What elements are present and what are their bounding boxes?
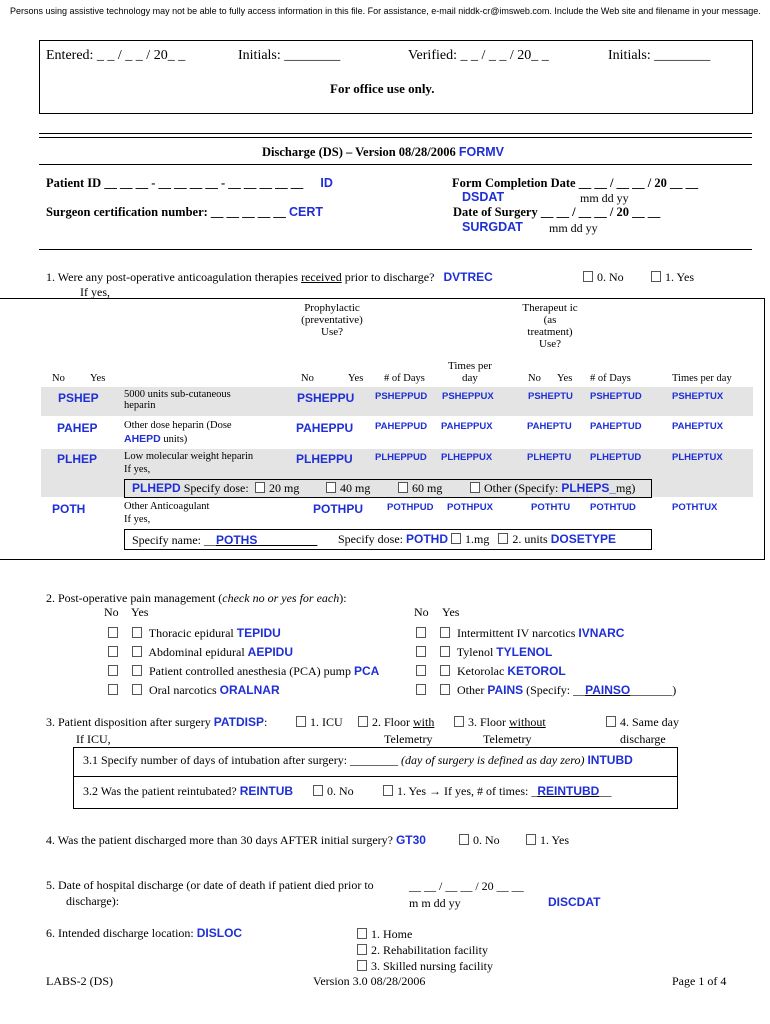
poth-tx[interactable]: POTHTUX bbox=[672, 502, 718, 513]
accessibility-notice: Persons using assistive technology may not be able to fully access information in this file. For assistance, e-mail niddk-cr@imsweb.com. Include the Web site and filename in your message. bbox=[10, 6, 761, 16]
plhep-t[interactable]: PLHEPTU bbox=[527, 452, 572, 463]
pahep-t[interactable]: PAHEPTU bbox=[527, 421, 572, 432]
q3-opt-floor-without[interactable]: 3. Floor without bbox=[454, 715, 546, 730]
q2-left-yes: Yes bbox=[131, 605, 149, 619]
footer-page: Page 1 of 4 bbox=[672, 974, 727, 988]
q6-opt-home[interactable]: 1. Home bbox=[357, 926, 493, 942]
checkbox-icon bbox=[132, 665, 142, 676]
footer-center: Version 3.0 08/28/2006 bbox=[313, 974, 426, 988]
completion-date-code: DSDAT bbox=[462, 190, 505, 204]
row-label-pahep-2: AHEPD units) bbox=[124, 433, 188, 445]
surgeon-cert-field[interactable]: Surgeon certification number: __ __ __ __ __ CERT bbox=[46, 205, 324, 219]
row-code-plhep: PLHEP bbox=[57, 452, 98, 466]
q2-right-no: No bbox=[414, 605, 429, 619]
q1-no-option[interactable]: 0. No bbox=[583, 270, 624, 285]
checkbox-icon bbox=[416, 646, 426, 657]
checkbox-icon bbox=[583, 271, 593, 282]
dose-40mg-option[interactable]: 40 mg bbox=[326, 481, 370, 496]
checkbox-icon bbox=[326, 482, 336, 493]
row-label-pshep: 5000 units sub-cutaneous heparin bbox=[124, 389, 231, 411]
initials-field-1[interactable]: Initials: ________ bbox=[238, 48, 341, 63]
discharge-date-code: DISCDAT bbox=[548, 895, 601, 909]
col-yes: Yes bbox=[90, 373, 106, 384]
pahep-td[interactable]: PAHEPTUD bbox=[590, 421, 642, 432]
q1-text: 1. Were any post-operative anticoagulation therapies received prior to discharge? DVTREC bbox=[46, 270, 493, 284]
arrow-right-icon: → bbox=[429, 784, 442, 798]
completion-date-units: mm dd yy bbox=[580, 191, 629, 205]
q32-no-option[interactable]: 0. No bbox=[313, 784, 354, 799]
q2-item-tepidu[interactable]: Thoracic epidural TEPIDU bbox=[108, 624, 379, 643]
checkbox-icon bbox=[440, 684, 450, 695]
checkbox-icon bbox=[398, 482, 408, 493]
checkbox-icon bbox=[357, 944, 367, 955]
pshep-t[interactable]: PSHEPTU bbox=[528, 391, 573, 402]
initials-field-2[interactable]: Initials: ________ bbox=[608, 48, 711, 63]
col-p-no: No bbox=[301, 373, 314, 384]
q4-yes-option[interactable]: 1. Yes bbox=[526, 833, 569, 848]
dose-60mg-option[interactable]: 60 mg bbox=[398, 481, 442, 496]
q5-text-1: 5. Date of hospital discharge (or date of death if patient died prior to bbox=[46, 878, 374, 892]
row-label-plhep: Low molecular weight heparin bbox=[124, 451, 254, 462]
checkbox-icon bbox=[440, 646, 450, 657]
pahep-pd[interactable]: PAHEPPUD bbox=[375, 421, 428, 432]
plhep-tx[interactable]: PLHEPTUX bbox=[672, 452, 723, 463]
q3-opt-icu[interactable]: 1. ICU bbox=[296, 715, 343, 730]
q2-right-list bbox=[416, 624, 676, 700]
checkbox-icon bbox=[459, 834, 469, 845]
checkbox-icon bbox=[440, 627, 450, 638]
row-label-poth-2: If yes, bbox=[124, 514, 151, 525]
surgery-date-code: SURGDAT bbox=[462, 220, 523, 234]
q3-opt-floor-with[interactable]: 2. Floor with bbox=[358, 715, 434, 730]
q2-item-pca[interactable]: Patient controlled anesthesia (PCA) pump PCA bbox=[108, 662, 379, 681]
pahep-p[interactable]: PAHEPPU bbox=[296, 421, 354, 435]
form-code: FORMV bbox=[458, 145, 505, 159]
pshep-tx[interactable]: PSHEPTUX bbox=[672, 391, 724, 402]
checkbox-icon bbox=[498, 533, 508, 544]
q5-text-2: discharge): bbox=[66, 894, 120, 908]
q32-text: 3.2 Was the patient reintubated? REINTUB bbox=[83, 784, 294, 798]
checkbox-icon bbox=[132, 646, 142, 657]
checkbox-icon bbox=[132, 627, 142, 638]
q2-item-tylenol[interactable]: Tylenol TYLENOL bbox=[416, 643, 676, 662]
checkbox-icon bbox=[313, 785, 323, 796]
col-t-no: No bbox=[528, 373, 541, 384]
patient-id-field[interactable]: Patient ID __ __ __ - __ __ __ __ - __ __ __ __ __ ID bbox=[46, 176, 333, 190]
checkbox-icon bbox=[451, 533, 461, 544]
q2-item-aepidu[interactable]: Abdominal epidural AEPIDU bbox=[108, 643, 379, 662]
therapeutic-header: Therapeut ic (as treatment) Use? bbox=[522, 302, 578, 350]
plhep-p[interactable]: PLHEPPU bbox=[296, 452, 353, 466]
poth-pd[interactable]: POTHPUD bbox=[387, 502, 434, 513]
plhep-px[interactable]: PLHEPPUX bbox=[441, 452, 493, 463]
q31-text[interactable]: 3.1 Specify number of days of intubation after surgery: ________ (day of surgery is defined as day zero) INTUBD bbox=[83, 753, 633, 767]
q6-options bbox=[357, 926, 493, 974]
office-use-note: For office use only. bbox=[330, 81, 435, 96]
row-code-pahep: PAHEP bbox=[57, 421, 98, 435]
q4-text: 4. Was the patient discharged more than 30 days AFTER initial surgery? GT30 bbox=[46, 833, 426, 847]
footer-left: LABS-2 (DS) bbox=[46, 974, 114, 988]
col-t-times: Times per day bbox=[672, 373, 732, 384]
checkbox-icon bbox=[651, 271, 661, 282]
pshep-p[interactable]: PSHEPPU bbox=[297, 391, 355, 405]
q3-ificu: If ICU, bbox=[76, 732, 111, 746]
plhep-dose-line: PLHEPD Specify dose: bbox=[132, 481, 249, 495]
checkbox-icon bbox=[383, 785, 393, 796]
checkbox-icon bbox=[606, 716, 616, 727]
col-no: No bbox=[52, 373, 65, 384]
col-p-days: # of Days bbox=[384, 373, 425, 384]
checkbox-icon bbox=[416, 684, 426, 695]
checkbox-icon bbox=[416, 665, 426, 676]
col-p-yes: Yes bbox=[348, 373, 364, 384]
col-t-days: # of Days bbox=[590, 373, 631, 384]
row-label-plhep-2: If yes, bbox=[124, 464, 151, 475]
q4-no-option[interactable]: 0. No bbox=[459, 833, 500, 848]
form-title: Discharge (DS) – Version 08/28/2006 FORMV bbox=[262, 145, 505, 159]
checkbox-icon bbox=[357, 928, 367, 939]
row-code-pshep: PSHEP bbox=[58, 391, 99, 405]
checkbox-icon bbox=[108, 646, 118, 657]
prophylactic-header: Prophylactic (preventative) Use? bbox=[301, 302, 363, 338]
verified-field[interactable]: Verified: _ _ / _ _ / 20_ _ bbox=[408, 48, 549, 63]
q6-opt-snf[interactable]: 3. Skilled nursing facility bbox=[357, 958, 493, 974]
checkbox-icon bbox=[108, 627, 118, 638]
checkbox-icon bbox=[255, 482, 265, 493]
q2-item-ketorol[interactable]: Ketorolac KETOROL bbox=[416, 662, 676, 681]
poth-td[interactable]: POTHTUD bbox=[590, 502, 636, 513]
col-t-yes: Yes bbox=[557, 373, 573, 384]
checkbox-icon bbox=[358, 716, 368, 727]
entered-field[interactable]: Entered: _ _ / _ _ / 20_ _ bbox=[46, 48, 186, 63]
row-label-pahep: Other dose heparin (Dose bbox=[124, 420, 232, 431]
checkbox-icon bbox=[454, 716, 464, 727]
poth-p[interactable]: POTHPU bbox=[313, 502, 364, 516]
checkbox-icon bbox=[296, 716, 306, 727]
q2-left-list bbox=[108, 624, 379, 700]
q3-opt-same-day-2: discharge bbox=[620, 732, 666, 746]
pshep-pd[interactable]: PSHEPPUD bbox=[375, 391, 428, 402]
q2-left-no: No bbox=[104, 605, 119, 619]
checkbox-icon bbox=[470, 482, 480, 493]
pshep-td[interactable]: PSHEPTUD bbox=[590, 391, 642, 402]
checkbox-icon bbox=[526, 834, 536, 845]
checkbox-icon bbox=[132, 684, 142, 695]
q1-ifyes: If yes, bbox=[80, 285, 110, 299]
poth-px[interactable]: POTHPUX bbox=[447, 502, 493, 513]
q2-item-oralnar[interactable]: Oral narcotics ORALNAR bbox=[108, 681, 379, 700]
q6-text: 6. Intended discharge location: DISLOC bbox=[46, 926, 243, 940]
dose-other-option[interactable]: Other (Specify: PLHEPS_mg) bbox=[470, 481, 635, 496]
q3-text: 3. Patient disposition after surgery PATDISP: bbox=[46, 715, 268, 729]
row-code-poth: POTH bbox=[52, 502, 86, 516]
q6-opt-rehab[interactable]: 2. Rehabilitation facility bbox=[357, 942, 493, 958]
q32-yes-option[interactable]: 1. Yes → If yes, # of times: _REINTUBD__ bbox=[383, 784, 611, 799]
poth-t[interactable]: POTHTU bbox=[531, 502, 571, 513]
completion-date-field[interactable]: Form Completion Date __ __ / __ __ / 20 __ __ bbox=[452, 176, 699, 190]
discharge-date-units: m m dd yy bbox=[409, 896, 461, 910]
q1-yes-option[interactable]: 1. Yes bbox=[651, 270, 694, 285]
q3-opt-floor-with-2: Telemetry bbox=[384, 732, 433, 746]
q2-item-ivnarc[interactable]: Intermittent IV narcotics IVNARC bbox=[416, 624, 676, 643]
plhep-pd[interactable]: PLHEPPUD bbox=[375, 452, 427, 463]
pahep-px[interactable]: PAHEPPUX bbox=[441, 421, 493, 432]
surgery-date-units: mm dd yy bbox=[549, 221, 598, 235]
pshep-px[interactable]: PSHEPPUX bbox=[442, 391, 494, 402]
checkbox-icon bbox=[108, 665, 118, 676]
dose-20mg-option[interactable]: 20 mg bbox=[255, 481, 299, 496]
poth-specify-name[interactable]: Specify name: __POTHS__________ bbox=[132, 533, 318, 547]
checkbox-icon bbox=[357, 960, 367, 971]
pahep-tx[interactable]: PAHEPTUX bbox=[672, 421, 724, 432]
discharge-date-field[interactable]: __ __ / __ __ / 20 __ __ bbox=[409, 879, 524, 893]
poth-specify-dose[interactable]: Specify dose: POTHD 1.mg 2. units DOSETYPE bbox=[338, 532, 617, 546]
q2-right-yes: Yes bbox=[442, 605, 460, 619]
surgery-date-field[interactable]: Date of Surgery __ __ / __ __ / 20 __ __ bbox=[453, 205, 661, 219]
times-per-day-header-1: Times per day bbox=[448, 360, 492, 384]
row-label-poth: Other Anticoagulant bbox=[124, 501, 210, 512]
q2-text: 2. Post-operative pain management (check no or yes for each): bbox=[46, 591, 347, 605]
q3-opt-floor-without-2: Telemetry bbox=[483, 732, 532, 746]
q3-opt-same-day[interactable]: 4. Same day bbox=[606, 715, 679, 730]
plhep-td[interactable]: PLHEPTUD bbox=[590, 452, 642, 463]
checkbox-icon bbox=[416, 627, 426, 638]
checkbox-icon bbox=[108, 684, 118, 695]
q2-item-pains[interactable]: Other PAINS (Specify: __PAINSO_______) bbox=[416, 681, 676, 700]
checkbox-icon bbox=[440, 665, 450, 676]
